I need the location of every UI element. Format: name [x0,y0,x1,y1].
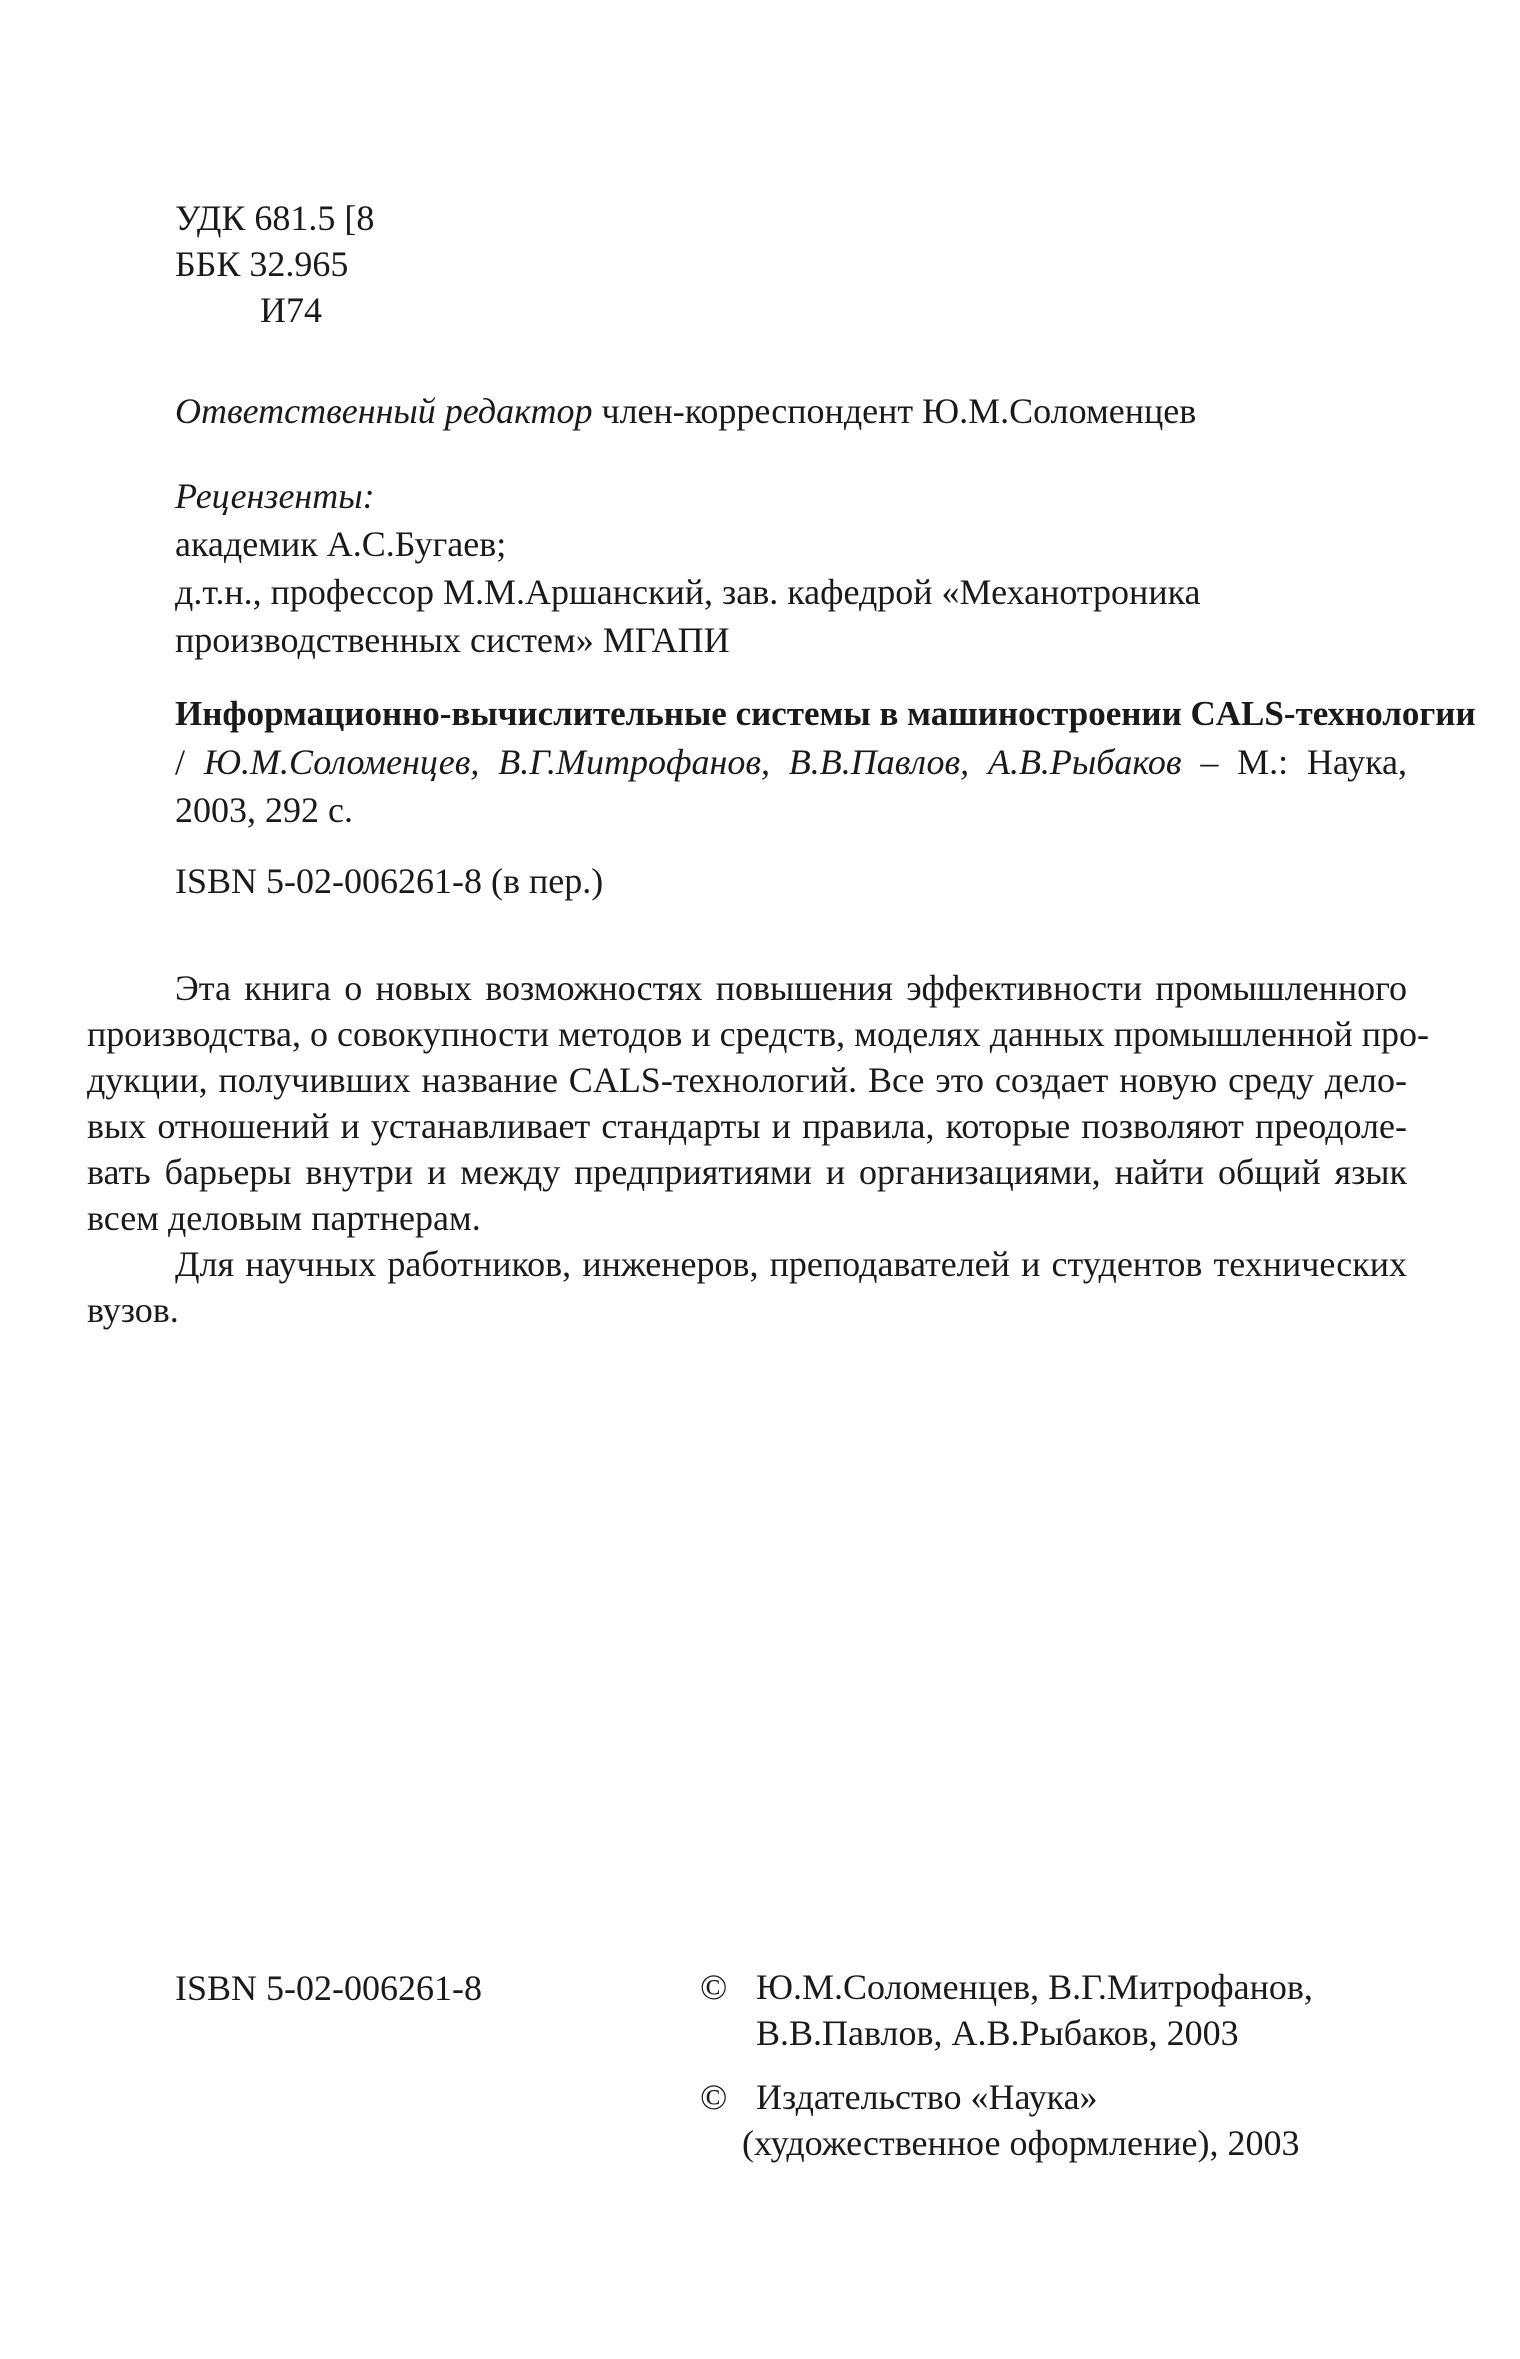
reviewer-1: академик А.С.Бугаев; [175,524,507,564]
publisher-info: – М.: Наука, [1200,742,1407,782]
author-mark: И74 [260,290,322,330]
responsible-editor [175,387,1415,435]
udk-code: УДК 681.5 [8 [175,198,375,238]
authors-line [175,738,1407,786]
reviewer-2: д.т.н., профессор М.М.Аршанский, зав. кафедрой «Механотроника [175,572,1201,612]
copyright-authors: Ю.М.Соломенцев, В.Г.Митрофанов, [756,1967,1313,2007]
bbk-code: ББК 32.965 [175,244,349,284]
copyright-symbol: © [700,1967,728,2007]
book-title: Информационно-вычислительные системы в машиностроении CALS-технологии [175,694,1476,733]
reviewers-heading: Рецензенты: [175,476,375,516]
reviewers [175,472,1415,664]
copyright [700,1964,1420,2166]
copyright-publisher-cont: (художественное оформление), 2003 [742,2123,1300,2163]
abstract-line: производства, о совокупности методов и средств, моделях данных промышленной про- [87,1014,1430,1054]
abstract [87,965,1430,1333]
audience-line: Для научных работников, инженеров, преподавателей и студентов технических [175,1244,1407,1284]
abstract-line: Эта книга о новых возможностях повышения эффективности промышленного [175,968,1407,1008]
audience-line: вузов. [87,1290,179,1330]
year-pages: 2003, 292 с. [175,790,353,830]
editor-role: Ответственный редактор [175,391,593,431]
copyright-symbol: © [700,2077,728,2117]
copyright-authors-cont: В.В.Павлов, А.В.Рыбаков, 2003 [756,2013,1239,2053]
authors-list: Ю.М.Соломенцев, В.Г.Митрофанов, В.В.Павлов, А.В.Рыбаков [203,742,1182,782]
catalog-codes [175,195,374,333]
abstract-line: дукции, получивших название CALS-технологий. Все это создает новую среду дело- [87,1060,1407,1100]
copyright-publisher: Издательство «Наука» [756,2077,1098,2117]
abstract-line: всем деловым партнерам. [87,1198,481,1238]
isbn-bottom: ISBN 5-02-006261-8 [175,1968,482,2008]
editor-person: член-корреспондент Ю.М.Соломенцев [601,391,1197,431]
bibliographic-description [175,690,1476,834]
isbn-top: ISBN 5-02-006261-8 (в пер.) [175,861,604,901]
authors-slash: / [175,742,186,782]
reviewer-2-cont: производственных систем» МГАПИ [175,620,730,660]
abstract-line: вых отношений и устанавливает стандарты и правила, которые позволяют преодоле- [87,1106,1407,1146]
abstract-line: вать барьеры внутри и между предприятиями и организациями, найти общий язык [87,1152,1407,1192]
